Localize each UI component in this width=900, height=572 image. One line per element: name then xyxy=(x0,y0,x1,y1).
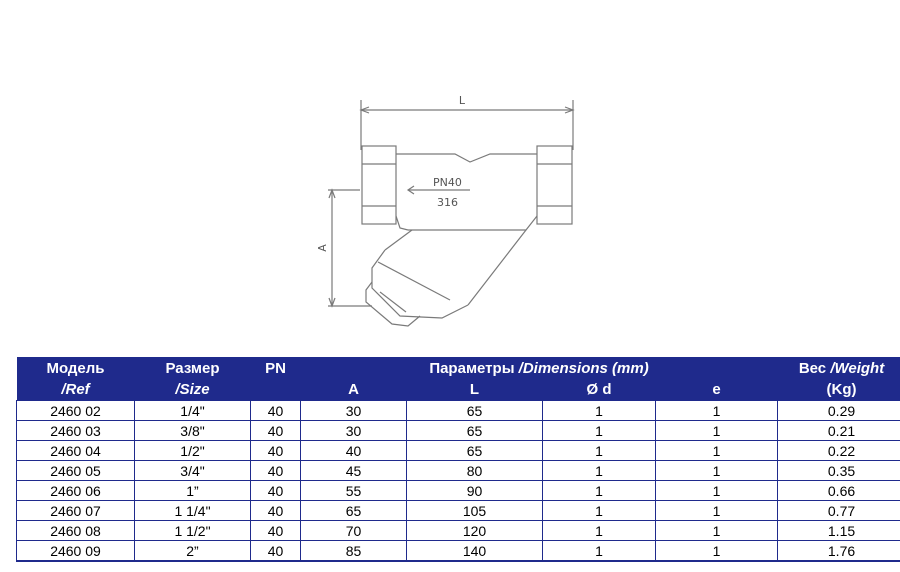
cell-l: 140 xyxy=(407,541,543,562)
header-col-d: Ø d xyxy=(543,379,656,401)
cell-e: 1 xyxy=(656,501,778,521)
cell-weight: 0.21 xyxy=(778,421,900,441)
cell-l: 65 xyxy=(407,401,543,421)
cell-e: 1 xyxy=(656,421,778,441)
cell-a: 85 xyxy=(301,541,407,562)
header-weight-ru: Вес xyxy=(798,359,831,377)
header-col-e: e xyxy=(656,379,778,401)
cell-d: 1 xyxy=(543,401,656,421)
table-row xyxy=(17,461,900,481)
cell-model: 2460 09 xyxy=(17,541,135,562)
cell-d: 1 xyxy=(543,521,656,541)
cell-weight: 1.76 xyxy=(778,541,900,562)
cell-pn: 40 xyxy=(251,421,301,441)
cell-e: 1 xyxy=(656,541,778,562)
cell-e: 1 xyxy=(656,481,778,501)
cell-d: 1 xyxy=(543,541,656,562)
cell-a: 65 xyxy=(301,501,407,521)
pressure-marking: PN40 xyxy=(433,176,462,189)
cell-pn: 40 xyxy=(251,441,301,461)
cell-weight: 0.29 xyxy=(778,401,900,421)
cell-model: 2460 03 xyxy=(17,421,135,441)
header-weight-unit: (Kg) xyxy=(778,379,900,401)
table-row xyxy=(17,481,900,501)
cell-pn: 40 xyxy=(251,401,301,421)
header-ref: /Ref xyxy=(61,381,90,398)
cell-l: 80 xyxy=(407,461,543,481)
cell-model: 2460 08 xyxy=(17,521,135,541)
cell-e: 1 xyxy=(656,461,778,481)
cell-l: 105 xyxy=(407,501,543,521)
cell-model: 2460 02 xyxy=(17,401,135,421)
cell-e: 1 xyxy=(656,401,778,421)
cell-d: 1 xyxy=(543,421,656,441)
cell-size: 1” xyxy=(135,481,251,501)
cell-size: 1 1/2" xyxy=(135,521,251,541)
dimension-a-label: A xyxy=(316,244,329,252)
material-marking: 316 xyxy=(437,196,458,209)
cell-l: 90 xyxy=(407,481,543,501)
specification-table xyxy=(16,357,900,562)
cell-d: 1 xyxy=(543,501,656,521)
header-model: Модель xyxy=(17,357,135,379)
header-dimensions-en: /Dimensions (mm) xyxy=(518,359,649,377)
cell-weight: 0.77 xyxy=(778,501,900,521)
cell-size: 1/4" xyxy=(135,401,251,421)
cell-a: 40 xyxy=(301,441,407,461)
cell-a: 70 xyxy=(301,521,407,541)
header-col-l: L xyxy=(407,379,543,401)
table-row xyxy=(17,521,900,541)
cell-e: 1 xyxy=(656,521,778,541)
header-weight-en: /Weight xyxy=(830,359,885,377)
cell-d: 1 xyxy=(543,441,656,461)
cell-weight: 0.66 xyxy=(778,481,900,501)
table-row xyxy=(17,501,900,521)
cell-model: 2460 06 xyxy=(17,481,135,501)
cell-pn: 40 xyxy=(251,521,301,541)
cell-a: 45 xyxy=(301,461,407,481)
cell-pn: 40 xyxy=(251,461,301,481)
header-pn: PN xyxy=(251,357,301,379)
header-size: Размер xyxy=(135,357,251,379)
cell-model: 2460 07 xyxy=(17,501,135,521)
cell-weight: 1.15 xyxy=(778,521,900,541)
cell-a: 55 xyxy=(301,481,407,501)
cell-l: 65 xyxy=(407,421,543,441)
cell-model: 2460 05 xyxy=(17,461,135,481)
header-weight xyxy=(778,357,900,379)
cell-size: 1/2" xyxy=(135,441,251,461)
cell-pn: 40 xyxy=(251,481,301,501)
table-row xyxy=(17,441,900,461)
dimension-l-label: L xyxy=(458,94,466,107)
header-col-a: A xyxy=(301,379,407,401)
cell-d: 1 xyxy=(543,461,656,481)
table-row xyxy=(17,421,900,441)
cell-l: 120 xyxy=(407,521,543,541)
cell-size: 3/4" xyxy=(135,461,251,481)
cell-weight: 0.22 xyxy=(778,441,900,461)
cell-size: 2” xyxy=(135,541,251,562)
cell-size: 3/8" xyxy=(135,421,251,441)
cell-a: 30 xyxy=(301,421,407,441)
table-row xyxy=(17,541,900,562)
header-dimensions xyxy=(301,357,778,379)
cell-d: 1 xyxy=(543,481,656,501)
cell-model: 2460 04 xyxy=(17,441,135,461)
cell-size: 1 1/4" xyxy=(135,501,251,521)
cell-e: 1 xyxy=(656,441,778,461)
header-dimensions-ru: Параметры xyxy=(429,359,519,377)
table-row xyxy=(17,401,900,421)
cell-a: 30 xyxy=(301,401,407,421)
cell-pn: 40 xyxy=(251,501,301,521)
cell-l: 65 xyxy=(407,441,543,461)
header-size-en: /Size xyxy=(175,381,210,398)
cell-weight: 0.35 xyxy=(778,461,900,481)
cell-pn: 40 xyxy=(251,541,301,562)
